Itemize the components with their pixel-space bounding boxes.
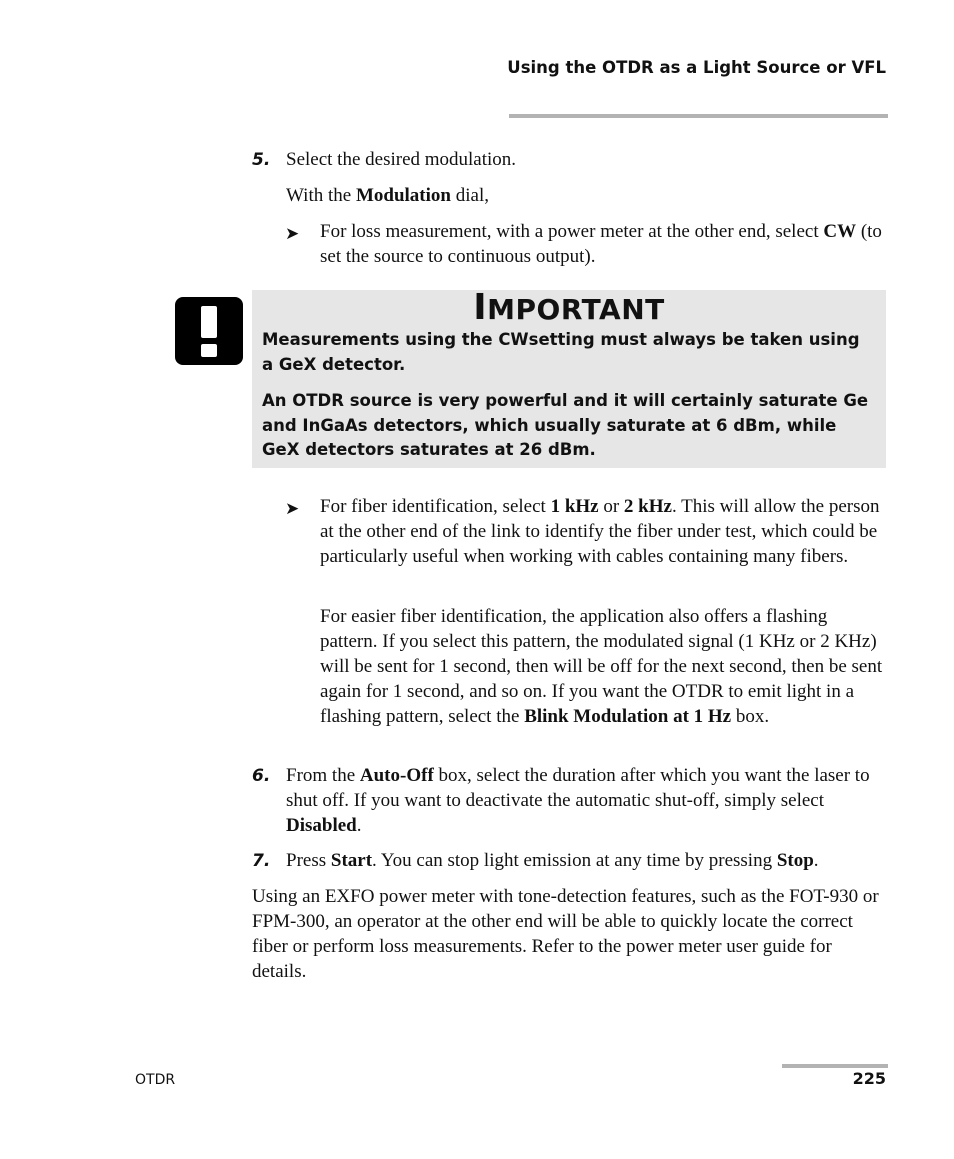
closing-paragraph: Using an EXFO power meter with tone-detection features, such as the FOT-930 or FPM-300, an operator at the other end will be able to quickly locate the correct fiber or perform loss measurements. Refer to the power meter user guide for details. <box>252 886 879 982</box>
cw-bullet-text: For loss measurement, with a power meter at the other end, select CW (to set the source to continuous output). <box>320 221 882 267</box>
step-number-5: 5. <box>252 150 271 170</box>
step-6-text: From the Auto-Off box, select the duration after which you want the laser to shut off. If you want to deactivate the automatic shut-off, simply select Disabled. <box>286 765 870 836</box>
important-paragraph-1: Measurements using the CWsetting must always be taken using a GeX detector. <box>262 330 860 374</box>
bullet-arrow-icon: ➤ <box>285 499 300 518</box>
important-paragraph-2: An OTDR source is very powerful and it will certainly saturate Ge and InGaAs detectors, which usually saturate at 6 dBm, while GeX detectors saturates at 26 dBm. <box>262 391 869 459</box>
footer-rule <box>782 1064 888 1068</box>
modulation-dial-text: With the Modulation dial, <box>286 185 489 206</box>
step-5-text: Select the desired modulation. <box>286 149 517 170</box>
header-rule <box>509 114 888 118</box>
step-7-text: Press Start. You can stop light emission at any time by pressing Stop. <box>286 850 819 871</box>
flashing-pattern-text: For easier fiber identification, the application also offers a flashing pattern. If you select this pattern, the modulated signal (1 KHz or 2 KHz) will be sent for 1 second, then will be off for the next second, then be sent again for 1 second, and so on. If you want the OTDR to emit light in a flashing pattern, select the Blink Modulation at 1 Hz box. <box>320 606 883 727</box>
important-warning-icon <box>175 297 243 365</box>
page-number: 225 <box>852 1069 886 1088</box>
bullet-arrow-icon: ➤ <box>285 224 300 243</box>
step-number-6: 6. <box>252 766 271 786</box>
step-number-7: 7. <box>252 851 271 871</box>
fiber-id-bullet-text: For fiber identification, select 1 kHz or 2 kHz. This will allow the person at the other end of the link to identify the fiber under test, which could be particularly useful when working with cables containing many fibers. <box>320 496 880 567</box>
running-header-title: Using the OTDR as a Light Source or VFL <box>507 58 886 77</box>
footer-label: OTDR <box>135 1072 176 1088</box>
important-title: IMPORTANT <box>473 287 665 328</box>
